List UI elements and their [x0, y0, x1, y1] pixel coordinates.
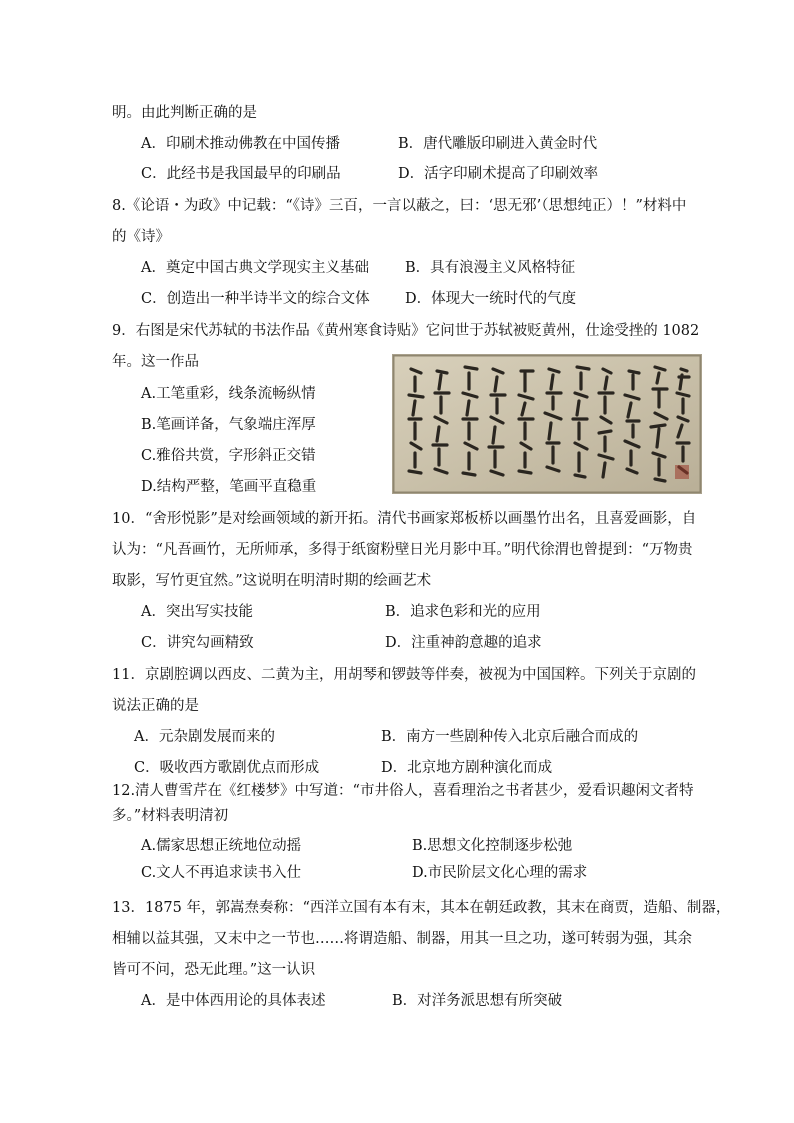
q10-stem-line-1: 10．“舍形悦影”是对绘画领域的新开拓。清代书画家郑板桥以画墨竹出名，且喜爱画影，自: [112, 511, 697, 527]
q10-option-a[interactable]: A．突出写实技能: [141, 604, 253, 620]
q13-stem-line-3: 皆可不问，恐无此理。”这一认识: [112, 962, 316, 978]
q12-stem-line-1: 12.清人曹雪芹在《红楼梦》中写道：“市井俗人，喜看理治之书者甚少，爱看识趣闲文者特: [112, 783, 694, 799]
q8-option-d[interactable]: D．体现大一统时代的气度: [405, 291, 577, 307]
q11-stem-line-2: 说法正确的是: [112, 698, 199, 714]
q13-stem-line-2: 相辅以益其强，又末中之一节也……将谓造船、制器，用其一旦之功，遂可转弱为强，其余: [112, 931, 692, 947]
q10-stem-line-3: 取影，写竹更宜然。”这说明在明清时期的绘画艺术: [112, 573, 432, 589]
q7-option-b[interactable]: B．唐代雕版印刷进入黄金时代: [398, 136, 598, 152]
q7-option-a[interactable]: A．印刷术推动佛教在中国传播: [141, 136, 340, 152]
q11-option-c[interactable]: C．吸收西方歌剧优点而形成: [134, 760, 320, 776]
q7-option-c[interactable]: C．此经书是我国最早的印刷品: [141, 166, 341, 182]
q9-option-a[interactable]: A.工笔重彩，线条流畅纵情: [141, 386, 316, 402]
q13-option-a[interactable]: A．是中体西用论的具体表述: [141, 993, 326, 1009]
q10-stem-line-2: 认为：“凡吾画竹，无所师承，多得于纸窗粉壁日光月影中耳。”明代徐渭也曾提到：“万物贵: [112, 542, 693, 558]
q13-stem-line-1: 13．1875 年，郭嵩焘奏称：“西洋立国有本有末，其本在朝廷政教，其末在商贾，造船、制器，: [112, 900, 731, 916]
q9-option-d[interactable]: D.结构严整，笔画平直稳重: [141, 479, 317, 495]
q8-stem-line-2: 的《诗》: [112, 229, 170, 245]
q8-stem-line-1: 8.《论语・为政》中记载：“《诗》三百，一言以蔽之，曰：‘思无邪’（思想纯正）！”材料中: [112, 198, 687, 214]
q11-option-b[interactable]: B．南方一些剧种传入北京后融合而成的: [381, 729, 639, 745]
q12-option-d[interactable]: D.市民阶层文化心理的需求: [412, 865, 588, 881]
q8-option-a[interactable]: A．奠定中国古典文学现实主义基础: [141, 260, 369, 276]
q9-option-b[interactable]: B.笔画详备，气象端庄浑厚: [141, 417, 316, 433]
q11-stem-line-1: 11．京剧腔调以西皮、二黄为主，用胡琴和锣鼓等伴奏，被视为中国国粹。下列关于京剧的: [112, 667, 696, 683]
q12-option-c[interactable]: C.文人不再追求读书入仕: [141, 865, 302, 881]
q10-option-d[interactable]: D．注重神韵意趣的追求: [385, 635, 542, 651]
q7-option-d[interactable]: D．活字印刷术提高了印刷效率: [398, 166, 599, 182]
q12-stem-line-2: 多。”材料表明清初: [112, 808, 229, 824]
q9-stem-line-2: 年。这一作品: [112, 354, 199, 370]
q7-stem-tail: 明。由此判断正确的是: [112, 105, 257, 121]
q9-stem-line-1: 9．右图是宋代苏轼的书法作品《黄州寒食诗贴》它问世于苏轼被贬黄州，仕途受挫的 1082: [112, 323, 700, 339]
q12-option-b[interactable]: B.思想文化控制逐步松弛: [412, 838, 573, 854]
q11-option-a[interactable]: A．元杂剧发展而来的: [134, 729, 275, 745]
calligraphy-scroll-image: [392, 354, 702, 494]
q10-option-c[interactable]: C．讲究勾画精致: [141, 635, 254, 651]
q8-option-c[interactable]: C．创造出一种半诗半文的综合文体: [141, 291, 370, 307]
q8-option-b[interactable]: B．具有浪漫主义风格特征: [405, 260, 576, 276]
q12-option-a[interactable]: A.儒家思想正统地位动摇: [141, 838, 302, 854]
q10-option-b[interactable]: B．追求色彩和光的应用: [385, 604, 541, 620]
q13-option-b[interactable]: B．对洋务派思想有所突破: [392, 993, 563, 1009]
q9-option-c[interactable]: C.雅俗共赏，字形斜正交错: [141, 448, 316, 464]
q11-option-d[interactable]: D．北京地方剧种演化而成: [381, 760, 553, 776]
